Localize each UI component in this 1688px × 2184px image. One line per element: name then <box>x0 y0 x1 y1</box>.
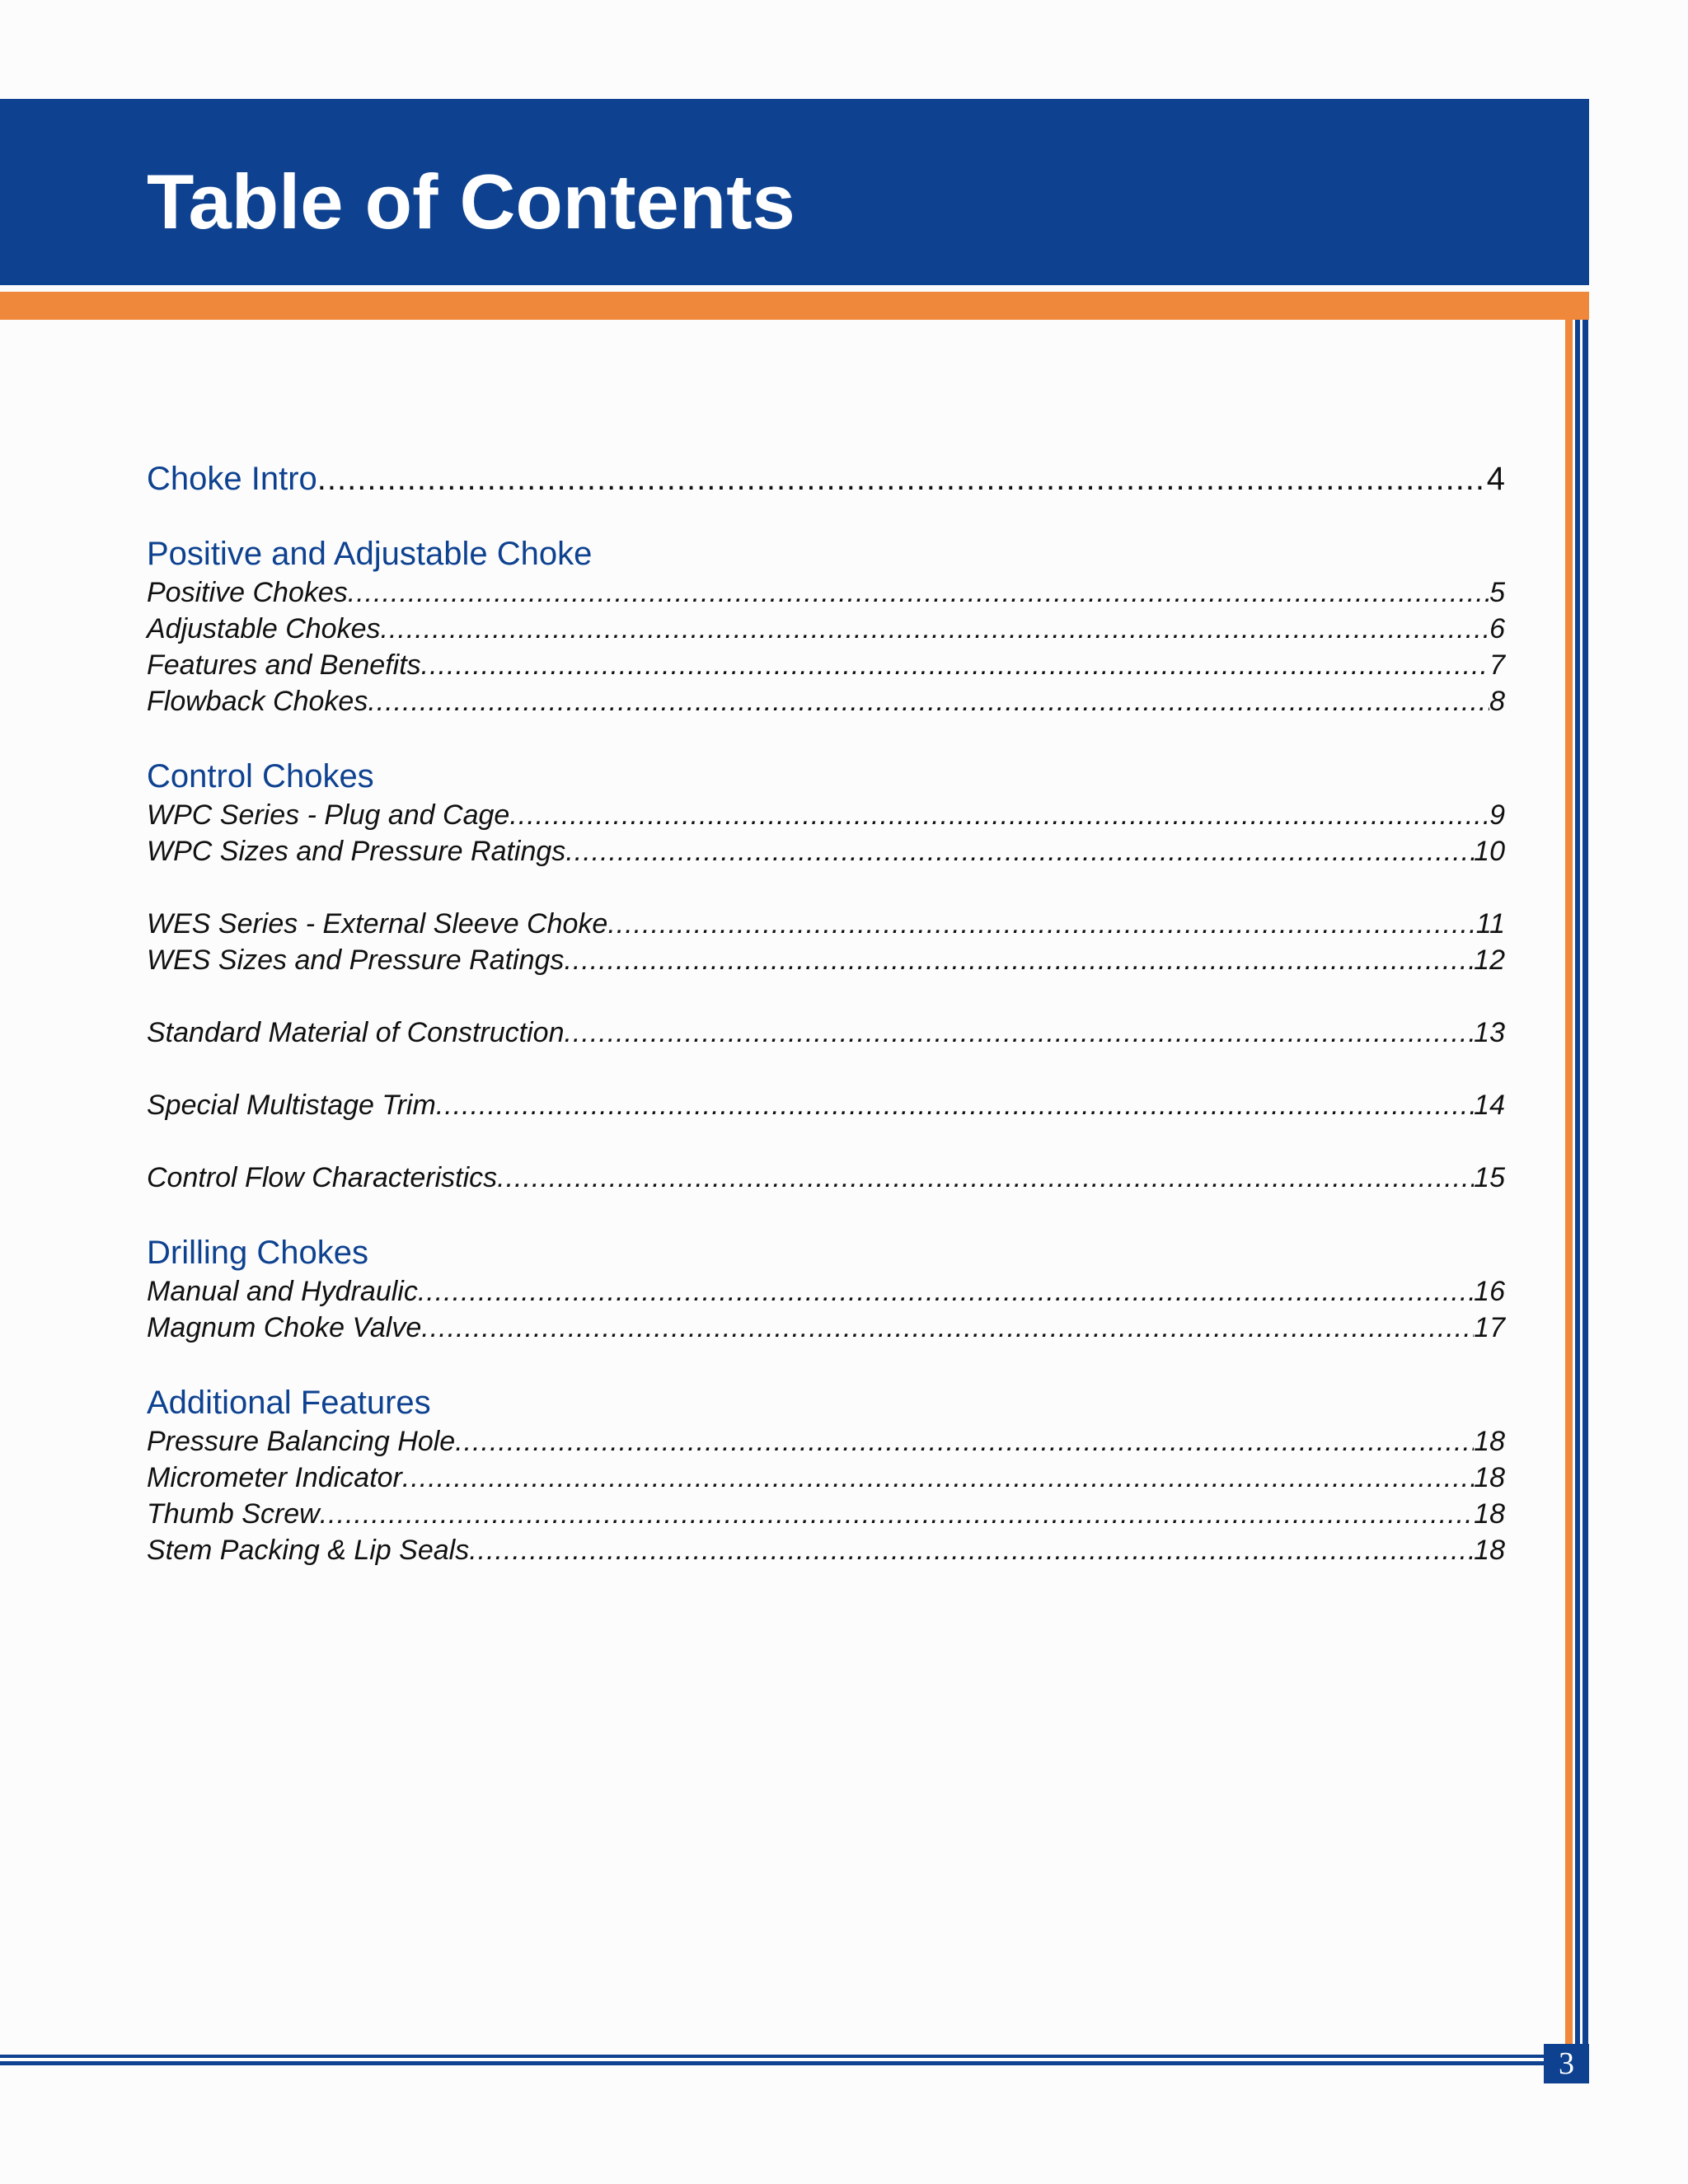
toc-entry-label: Magnum Choke Valve <box>147 1312 422 1343</box>
toc-entry-page: 9 <box>1489 799 1505 831</box>
table-of-contents <box>147 457 1505 1605</box>
toc-entry-page: 5 <box>1489 577 1505 608</box>
toc-entry-label: Thumb Screw <box>147 1498 320 1530</box>
toc-entry-page: 18 <box>1474 1535 1505 1566</box>
toc-entry-label: Pressure Balancing Hole <box>147 1426 456 1457</box>
section-heading: Drilling Chokes <box>147 1235 368 1271</box>
toc-entry[interactable] <box>147 1423 1505 1460</box>
dot-leader <box>348 574 1489 611</box>
toc-entry[interactable] <box>147 1160 1505 1196</box>
toc-entry-label: Stem Packing & Lip Seals <box>147 1535 470 1566</box>
toc-entry[interactable] <box>147 647 1505 683</box>
toc-entry-page: 10 <box>1474 836 1505 867</box>
toc-entry-page: 12 <box>1474 944 1505 976</box>
toc-entry-page: 16 <box>1474 1276 1505 1307</box>
toc-group <box>147 1015 1505 1051</box>
toc-entry[interactable] <box>147 797 1505 833</box>
dot-leader <box>317 457 1487 500</box>
section-heading: Positive and Adjustable Choke <box>147 536 593 572</box>
toc-group <box>147 1087 1505 1123</box>
toc-entry-label: Adjustable Chokes <box>147 613 381 644</box>
toc-entry[interactable] <box>147 906 1505 942</box>
toc-section <box>147 533 1505 719</box>
section-heading: Control Chokes <box>147 758 374 794</box>
dot-leader <box>368 683 1489 719</box>
dot-leader <box>381 611 1490 647</box>
toc-entry-page: 14 <box>1474 1090 1505 1121</box>
dot-leader <box>497 1160 1474 1196</box>
toc-entry[interactable] <box>147 1460 1505 1496</box>
toc-group <box>147 906 1505 978</box>
toc-entry-page: 11 <box>1475 908 1505 940</box>
toc-entry-page: 6 <box>1489 613 1505 644</box>
toc-entry-label: Positive Chokes <box>147 577 348 608</box>
toc-entry-label: Standard Material of Construction <box>147 1017 565 1048</box>
section-heading: Additional Features <box>147 1385 431 1421</box>
toc-entry[interactable] <box>147 1087 1505 1123</box>
toc-entry-page: 18 <box>1474 1498 1505 1530</box>
orange-accent-band <box>0 292 1589 320</box>
page-number-badge: 3 <box>1544 2044 1589 2083</box>
dot-leader <box>469 1532 1474 1568</box>
toc-entry-page: 7 <box>1489 649 1505 681</box>
toc-entry[interactable] <box>147 833 1505 869</box>
toc-entry-page: 17 <box>1474 1312 1505 1343</box>
dot-leader <box>607 906 1475 942</box>
toc-entry[interactable] <box>147 1273 1505 1310</box>
toc-entry-label: WES Series - External Sleeve Choke <box>147 908 608 940</box>
toc-entry[interactable] <box>147 1015 1505 1051</box>
toc-entry-label: Micrometer Indicator <box>147 1462 402 1493</box>
dot-leader <box>421 1310 1474 1346</box>
toc-entry-page: 15 <box>1474 1162 1505 1193</box>
bottom-blue-rule <box>0 2055 1544 2058</box>
toc-entry[interactable] <box>147 942 1505 978</box>
right-blue-rule-outer <box>1582 320 1588 2044</box>
toc-entry[interactable] <box>147 1532 1505 1568</box>
dot-leader <box>564 1015 1474 1051</box>
toc-entry-label: Special Multistage Trim <box>147 1090 436 1121</box>
bottom-blue-rule-lower <box>0 2061 1544 2065</box>
right-orange-rule <box>1565 320 1573 2044</box>
toc-group <box>147 1273 1505 1346</box>
dot-leader <box>565 833 1474 869</box>
toc-entry-label: Control Flow Characteristics <box>147 1162 498 1193</box>
dot-leader <box>418 1273 1474 1310</box>
toc-group <box>147 1160 1505 1196</box>
toc-entry-page: 8 <box>1489 686 1505 717</box>
toc-entry-label: Choke Intro <box>147 461 317 497</box>
toc-section <box>147 1382 1505 1568</box>
toc-entry-page: 4 <box>1486 461 1505 497</box>
toc-entry-page: 18 <box>1474 1426 1505 1457</box>
toc-entry-label: WPC Sizes and Pressure Ratings <box>147 836 566 867</box>
toc-entry-page: 18 <box>1474 1462 1505 1493</box>
toc-entry-label: Features and Benefits <box>147 649 421 681</box>
toc-entry[interactable] <box>147 1496 1505 1532</box>
toc-entry[interactable] <box>147 574 1505 611</box>
dot-leader <box>421 647 1489 683</box>
toc-group <box>147 574 1505 719</box>
toc-entry-label: Manual and Hydraulic <box>147 1276 418 1307</box>
dot-leader <box>436 1087 1474 1123</box>
dot-leader <box>402 1460 1474 1496</box>
toc-entry[interactable] <box>147 1310 1505 1346</box>
toc-entry-label: WPC Series - Plug and Cage <box>147 799 510 831</box>
dot-leader <box>509 797 1489 833</box>
toc-entry-label: WES Sizes and Pressure Ratings <box>147 944 565 976</box>
toc-section <box>147 756 1505 1196</box>
toc-group <box>147 1423 1505 1568</box>
toc-group <box>147 797 1505 869</box>
toc-entry-intro[interactable] <box>147 457 1505 500</box>
dot-leader <box>455 1423 1474 1460</box>
dot-leader <box>564 942 1474 978</box>
toc-entry-label: Flowback Chokes <box>147 686 368 717</box>
dot-leader <box>320 1496 1474 1532</box>
toc-entry[interactable] <box>147 611 1505 647</box>
page-title: Table of Contents <box>147 158 795 245</box>
toc-entry-page: 13 <box>1474 1017 1505 1048</box>
right-blue-rule <box>1575 320 1580 2044</box>
toc-section <box>147 1232 1505 1346</box>
toc-entry[interactable] <box>147 683 1505 719</box>
